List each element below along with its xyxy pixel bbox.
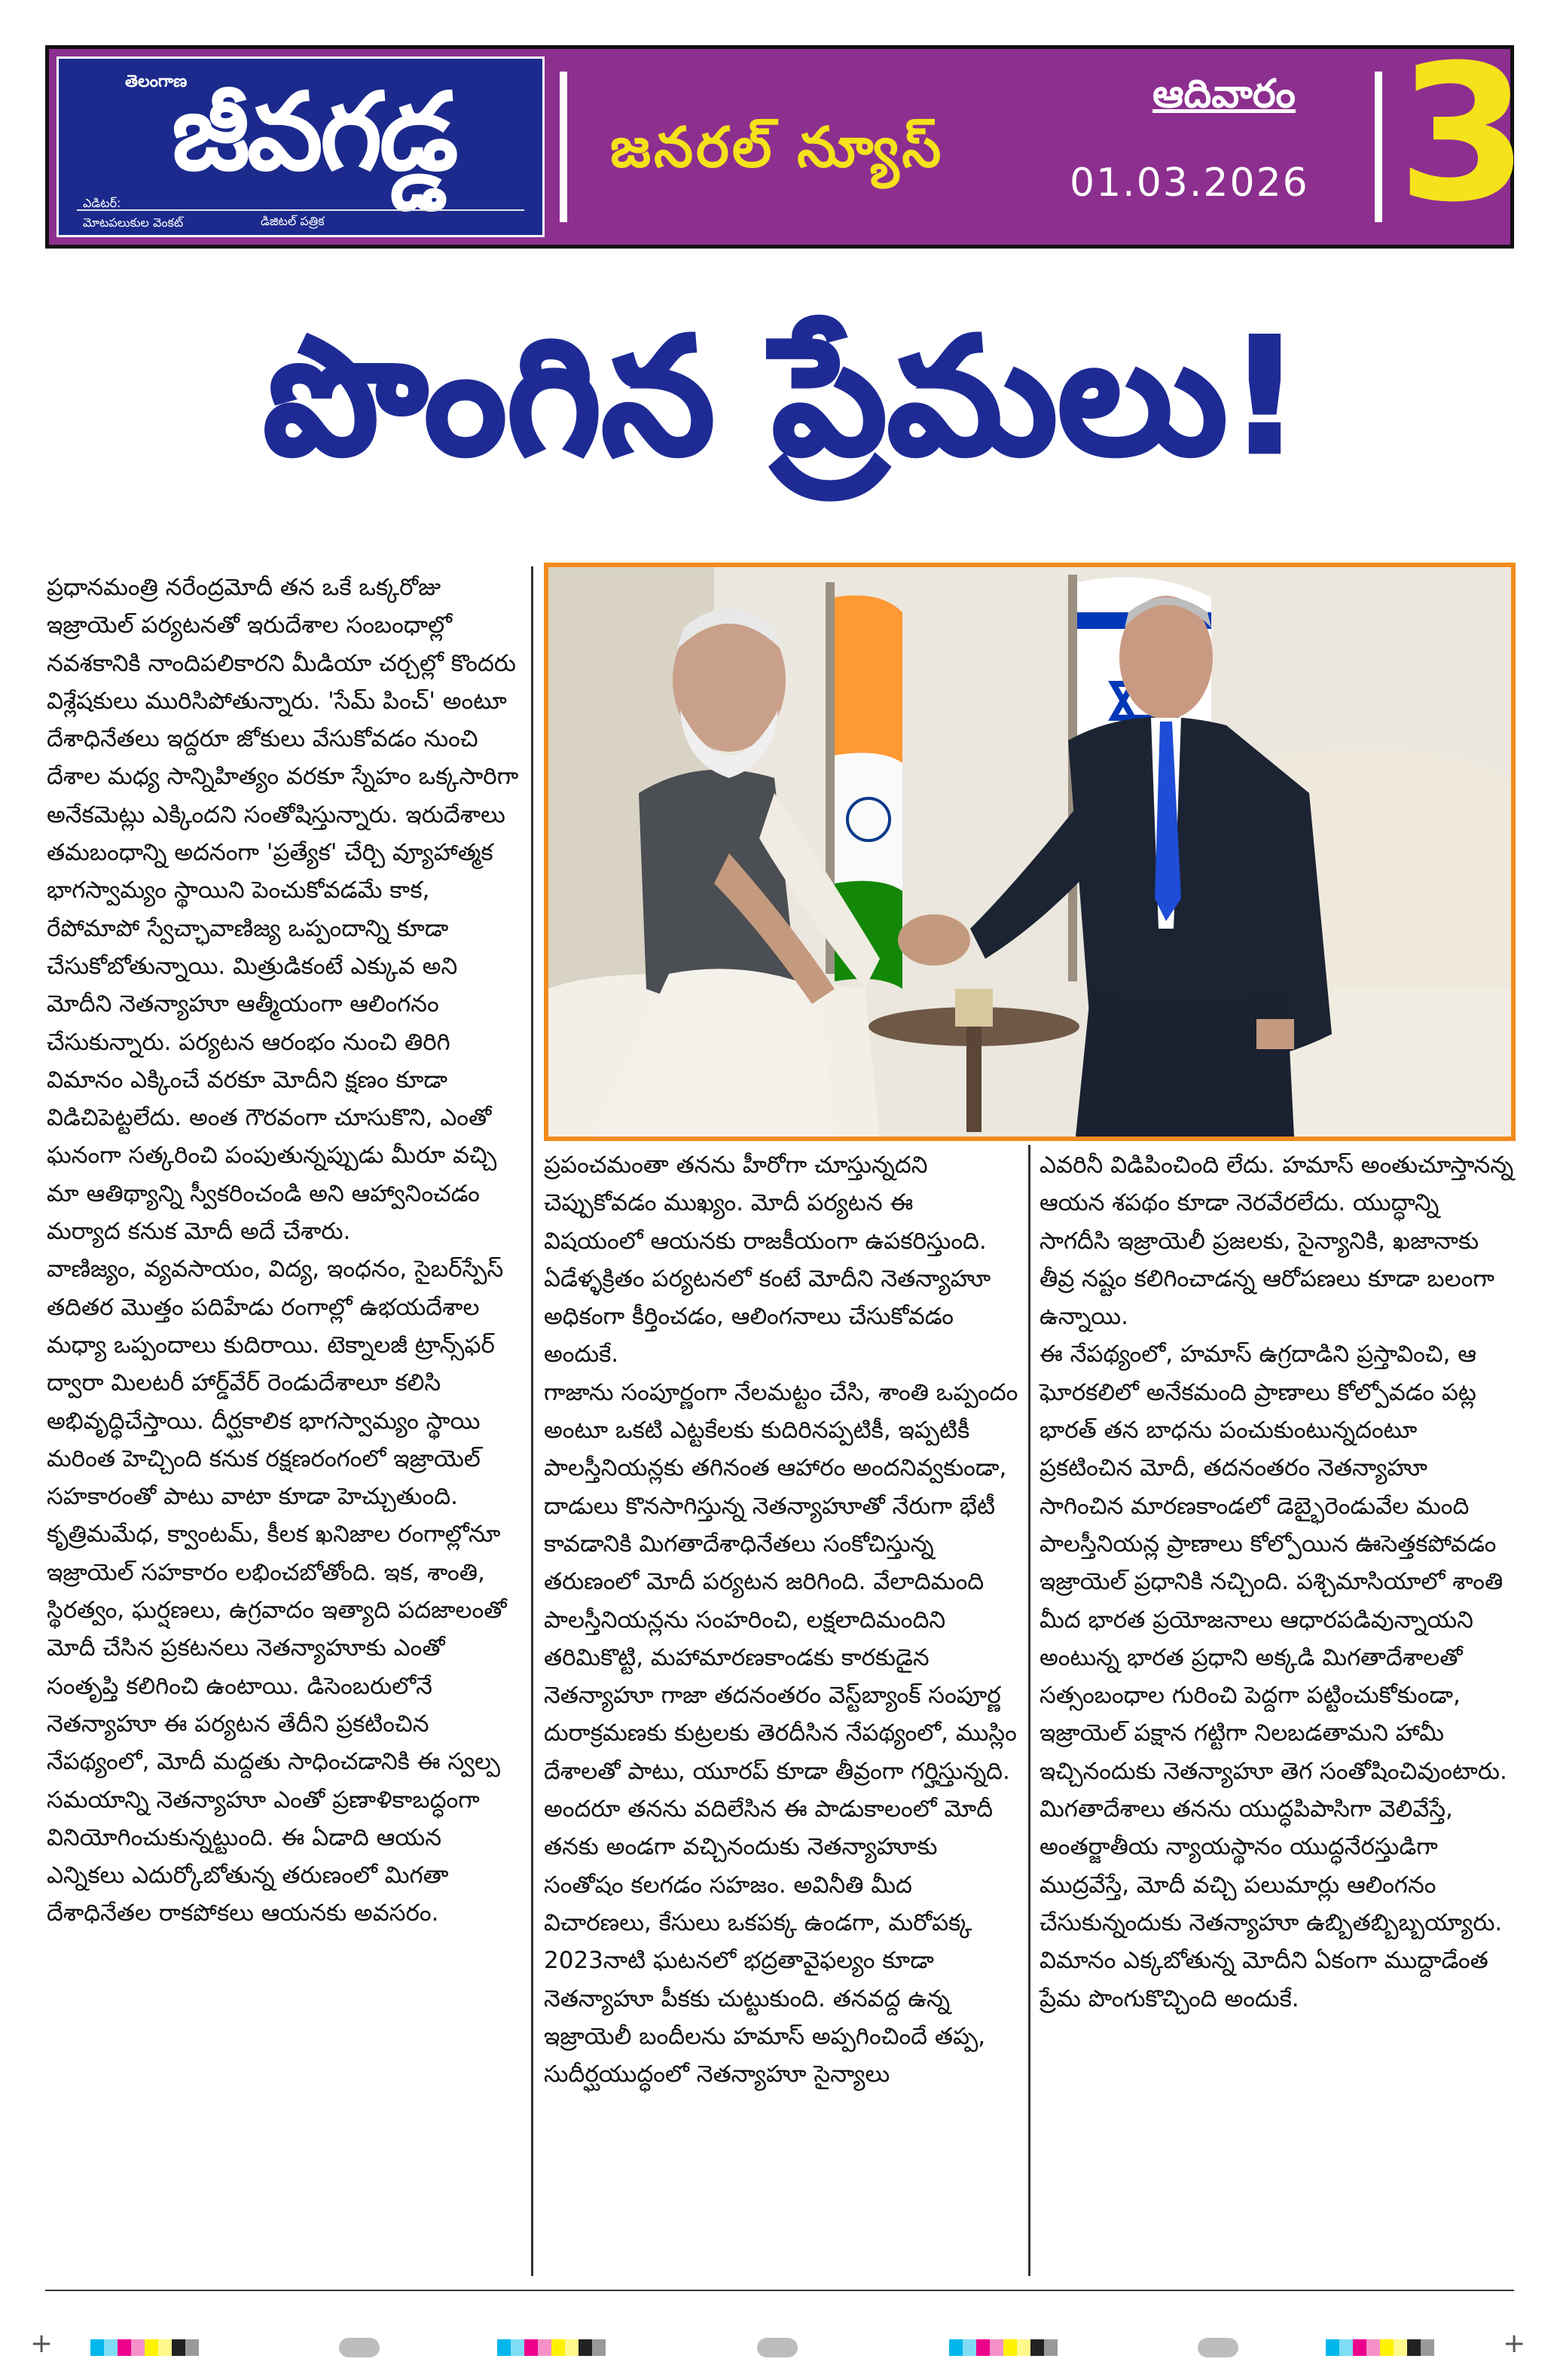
registration-pill bbox=[1198, 2338, 1238, 2357]
article-photo[interactable] bbox=[544, 563, 1516, 1141]
registration-pill bbox=[757, 2338, 798, 2357]
column-rule bbox=[1028, 1145, 1030, 2276]
article-column-2 bbox=[544, 1146, 1018, 2276]
leaders-handshake-illustration bbox=[548, 567, 1511, 1137]
handshake-icon bbox=[898, 914, 970, 966]
page-number: 3 bbox=[1397, 24, 1528, 243]
editor-name: మోటపలుకుల వెంకట్ bbox=[83, 215, 184, 230]
digital-edition-label: డిజిటల్ పత్రిక bbox=[261, 214, 325, 228]
edition-date: 01.03.2026 bbox=[1070, 160, 1309, 206]
bottom-rule bbox=[45, 2290, 1514, 2291]
registration-pill bbox=[339, 2338, 380, 2357]
article-column-3 bbox=[1040, 1146, 1514, 2276]
logo-divider bbox=[77, 209, 524, 211]
editor-label: ఎడిటర్: bbox=[83, 196, 121, 210]
article-paragraph: కృత్రిమమేధ, క్వాంటమ్, కీలక ఖనిజాల రంగాల్లోనూ ఇజ్రాయెల్ సహకారం లభించబోతోంది. ఇక, శాంతి, స్థిరత్వం, ఘర్షణలు, ఉగ్రవాదం ఇత్యాది పదజాలంతో మోదీ చేసిన ప్రకటనలు నెతన్యాహూకు ఎంతో సంతృప్తి కలిగించి ఉంటాయి. డిసెంబరులోనే నెతన్యాహూ ఈ పర్యటన తేదీని ప్రకటించిన నేపథ్యంలో, మోదీ మద్దతు సాధించడానికి ఈ స్వల్ప సమయాన్ని నెతన్యాహూ ఎంతో ప్రణాళికాబద్ధంగా వినియోగించుకున్నట్టుంది. ఈ ఏడాది ఆయన ఎన్నికలు ఎదుర్కోబోతున్న తరుణంలో మిగతా దేశాధినేతల రాకపోకలు ఆయనకు అవసరం. bbox=[47, 1521, 507, 1927]
color-bar bbox=[949, 2339, 1058, 2356]
masthead-divider bbox=[560, 72, 567, 222]
color-bar bbox=[497, 2339, 606, 2356]
column-rule bbox=[531, 566, 533, 2276]
edition-day: ఆదివారం bbox=[1152, 72, 1296, 117]
article-paragraph: ఈ నేపథ్యంలో, హమాస్ ఉగ్రదాడిని ప్రస్తావించి, ఆ ఘోరకలిలో అనేకమంది ప్రాణాలు కోల్పోవడం పట్ల భారత్ తన బాధను పంచుకుంటున్నదంటూ ప్రకటించిన మోదీ, తదనంతరం నెతన్యాహూ సాగించిన మారణకాండలో డెబ్భైరెండువేల మంది పాలస్తీనియన్ల ప్రాణాలు కోల్పోయిన ఊసెత్తకపోవడం ఇజ్రాయెల్ ప్రధానికి నచ్చింది. పశ్చిమాసియాలో శాంతి మీద భారత ప్రయోజనాలు ఆధారపడివున్నాయని అంటున్న భారత ప్రధాని అక్కడి మిగతాదేశాలతో సత్సంబంధాల గురించి పెద్దగా పట్టించుకోకుండా, ఇజ్రాయెల్ పక్షాన గట్టిగా నిలబడతామని హామీ ఇచ్చినందుకు నెతన్యాహూ తెగ సంతోషించివుంటారు. మిగతాదేశాలు తనను యుద్ధపిపాసిగా వెలివేస్తే, అంతర్జాతీయ న్యాయస్థానం యుద్ధనేరస్తుడిగా ముద్రవేస్తే, మోదీ వచ్చి పలుమార్లు ఆలింగనం చేసుకున్నందుకు నెతన్యాహూ ఉబ్బితబ్బిబ్బయ్యారు. విమానం ఎక్కబోతున్న మోదీని ఏకంగా ముద్దాడేంత ప్రేమ పొంగుకొచ్చింది అందుకే. bbox=[1040, 1341, 1507, 2012]
masthead bbox=[45, 24, 1528, 249]
logo-tagline: తెలంగాణ bbox=[125, 72, 188, 91]
registration-mark-icon: + bbox=[1503, 2328, 1526, 2359]
logo-title: జీవగడ్డ bbox=[172, 70, 456, 194]
article-column-1 bbox=[47, 569, 521, 2275]
headline: పొంగిన ప్రేమలు! bbox=[264, 304, 1303, 490]
newspaper-logo[interactable] bbox=[56, 56, 545, 237]
article-paragraph: గాజాను సంపూర్ణంగా నేలమట్టం చేసి, శాంతి ఒప్పందం అంటూ ఒకటి ఎట్టకేలకు కుదిరినప్పటికీ, ఇప్పటికీ పాలస్తీనియన్లకు తగినంత ఆహారం అందనివ్వకుండా, దాడులు కొనసాగిస్తున్న నెతన్యాహూతో నేరుగా భేటీ కావడానికి మిగతాదేశాధినేతలు సంకోచిస్తున్న తరుణంలో మోదీ పర్యటన జరిగింది. వేలాదిమంది పాలస్తీనియన్లను సంహరించి, లక్షలాదిమందిని తరిమికొట్టి, మహామారణకాండకు కారకుడైన నెతన్యాహూ గాజా తదనంతరం వెస్ట్‌బ్యాంక్ సంపూర్ణ దురాక్రమణకు కుట్రలకు తెరదీసిన నేపథ్యంలో, ముస్లిం దేశాలతో పాటు, యూరప్ కూడా తీవ్రంగా గర్హిస్తున్నది. అందరూ తనను వదిలేసిన ఈ పాడుకాలంలో మోదీ తనకు అండగా వచ్చినందుకు నెతన్యాహూకు సంతోషం కలగడం సహజం. అవినీతి మీద విచారణలు, కేసులు ఒకపక్క ఉండగా, మరోపక్క 2023నాటి ఘటనలో భద్రతావైఫల్యం కూడా నెతన్యాహూ పీకకు చుట్టుకుంది. తనవద్ద ఉన్న ఇజ్రాయెలీ బందీలను హమాస్ అప్పగించిందే తప్ప, సుదీర్ఘయుద్ధంలో నెతన్యాహూ సైన్యాలు bbox=[544, 1378, 1018, 2089]
color-bar bbox=[1326, 2339, 1434, 2356]
color-bar bbox=[90, 2339, 199, 2356]
article-paragraph: ఎవరినీ విడిపించింది లేదు. హమాస్ అంతుచూస్తానన్న ఆయన శపథం కూడా నెరవేరలేదు. యుద్ధాన్ని సాగదీసి ఇజ్రాయెలీ ప్రజలకు, సైన్యానికి, ఖజానాకు తీవ్ర నష్టం కలిగించాడన్న ఆరోపణలు కూడా బలంగా ఉన్నాయి. bbox=[1040, 1152, 1514, 1331]
section-title: జనరల్ న్యూస్ bbox=[610, 115, 945, 180]
registration-mark-icon: + bbox=[30, 2328, 53, 2359]
article-paragraph: వాణిజ్యం, వ్యవసాయం, విద్య, ఇంధనం, సైబర్‌స్పేస్ తదితర మొత్తం పదిహేడు రంగాల్లో ఉభయదేశాల మధ్యా ఒప్పందాలు కుదిరాయి. టెక్నాలజీ ట్రాన్స్‌ఫర్ ద్వారా మిలటరీ హార్డ్‌వేర్ రెండుదేశాలూ కలిసి అభివృద్ధిచేస్తాయి. దీర్ఘకాలిక భాగస్వామ్యం స్థాయి మరింత హెచ్చింది కనుక రక్షణరంగంలో ఇజ్రాయెల్ సహకారంతో పాటు వాటా కూడా హెచ్చుతుంది. bbox=[47, 1256, 504, 1511]
masthead-divider bbox=[1375, 72, 1382, 222]
article-paragraph: ప్రధానమంత్రి నరేంద్రమోదీ తన ఒకే ఒక్కరోజు ఇజ్రాయెల్ పర్యటనతో ఇరుదేశాల సంబంధాల్లో నవశకానికి నాందిపలికారని మీడియా చర్చల్లో కొందరు విశ్లేషకులు మురిసిపోతున్నారు. 'సేమ్ పించ్' అంటూ దేశాధినేతలు ఇద్దరూ జోకులు వేసుకోవడం నుంచి దేశాల మధ్య సాన్నిహిత్యం వరకూ స్నేహం ఒక్కసారిగా అనేకమెట్లు ఎక్కిందని సంతోషిస్తున్నారు. ఇరుదేశాలు తమబంధాన్ని అదనంగా 'ప్రత్యేక' చేర్చి వ్యూహాత్మక భాగస్వామ్యం స్థాయిని పెంచుకోవడమే కాక, రేపోమాపో స్వేచ్ఛావాణిజ్య ఒప్పందాన్ని కూడా చేసుకోబోతున్నాయి. మిత్రుడికంటే ఎక్కువ అని మోదీని నెతన్యాహూ ఆత్మీయంగా ఆలింగనం చేసుకున్నారు. పర్యటన ఆరంభం నుంచి తిరిగి విమానం ఎక్కించే వరకూ మోదీని క్షణం కూడా విడిచిపెట్టలేదు. అంత గౌరవంగా చూసుకొని, ఎంతో ఘనంగా సత్కరించి పంపుతున్నప్పుడు మీరూ వచ్చి మా ఆతిథ్యాన్ని స్వీకరించండి అని ఆహ్వానించడం మర్యాద కనుక మోదీ అదే చేశారు. bbox=[47, 574, 519, 1246]
article-paragraph: ప్రపంచమంతా తనను హీరోగా చూస్తున్నదని చెప్పుకోవడం ముఖ్యం. మోదీ పర్యటన ఈ విషయంలో ఆయనకు రాజకీయంగా ఉపకరిస్తుంది. ఏడేళ్ళక్రితం పర్యటనలో కంటే మోదీని నెతన్యాహూ అధికంగా కీర్తించడం, ఆలింగనాలు చేసుకోవడం అందుకే. bbox=[544, 1152, 991, 1368]
